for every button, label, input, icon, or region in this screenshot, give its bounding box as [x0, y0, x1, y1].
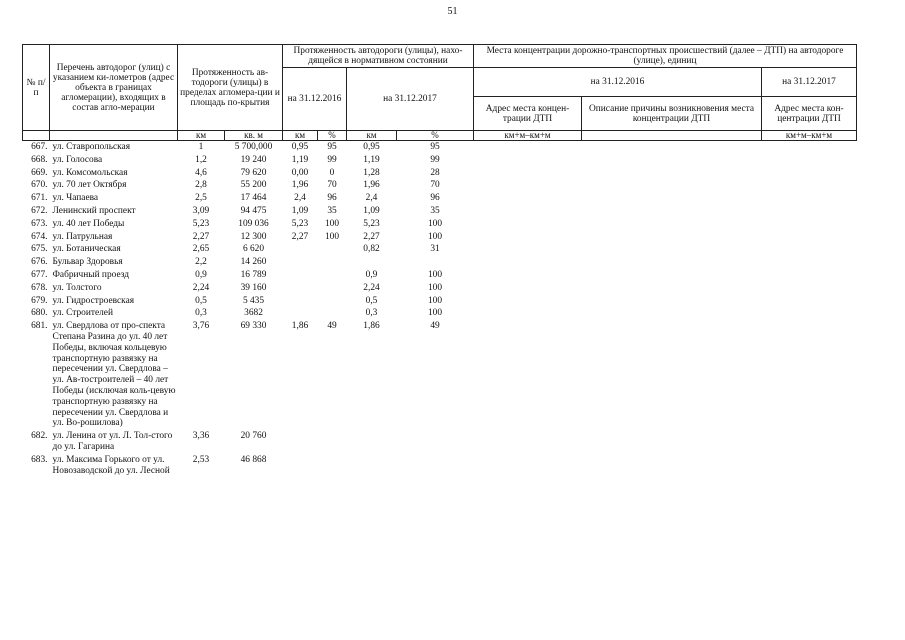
table-row — [23, 154, 857, 167]
dtp-cell — [762, 256, 857, 269]
table-header — [23, 45, 857, 141]
header-norm-2017: на 31.12.2017 — [347, 68, 474, 131]
normative-km-2016 — [283, 430, 318, 454]
road-name: ул. Голосова — [52, 154, 103, 165]
normative-percent-2016 — [318, 307, 347, 320]
header-dtp-address-2017: Адрес места кон-центрации ДТП — [762, 97, 857, 131]
row-number: 669. — [31, 167, 48, 178]
normative-km-2016: 0,00 — [291, 167, 309, 178]
dtp-cell — [582, 320, 762, 430]
normative-km-2017: 5,23 — [363, 218, 380, 229]
area-sq-m: 5 435 — [242, 295, 265, 306]
normative-km-2016: 1,19 — [291, 154, 309, 165]
normative-percent-2017: 100 — [427, 295, 443, 306]
length-km: 3,09 — [192, 205, 210, 216]
normative-percent-2017 — [397, 256, 474, 269]
row-number: 671. — [31, 193, 48, 204]
table-body — [23, 141, 857, 478]
table-row — [23, 269, 857, 282]
area-sq-m: 17 464 — [240, 193, 267, 204]
normative-percent-2016: 99 — [327, 154, 337, 165]
row-number: 674. — [31, 231, 48, 242]
length-km: 1,2 — [195, 154, 207, 165]
normative-percent-2017: 96 — [430, 193, 440, 204]
table-row — [23, 218, 857, 231]
dtp-cell — [474, 231, 582, 244]
page-number: 51 — [447, 6, 458, 17]
normative-percent-2016 — [318, 269, 347, 282]
normative-km-2017: 1,96 — [363, 180, 380, 191]
dtp-cell — [582, 154, 762, 167]
road-name: ул. Ставропольская — [52, 142, 131, 152]
unit-blank — [23, 131, 50, 141]
road-name: ул. 70 лет Октября — [52, 180, 127, 191]
dtp-cell — [762, 269, 857, 282]
table-row — [23, 256, 857, 269]
normative-percent-2016: 70 — [327, 180, 337, 191]
dtp-cell — [474, 218, 582, 231]
normative-km-2016 — [283, 243, 318, 256]
dtp-cell — [474, 205, 582, 218]
dtp-cell — [582, 430, 762, 454]
normative-km-2016 — [283, 454, 318, 478]
length-km: 0,9 — [195, 269, 207, 280]
table-row — [23, 454, 857, 478]
normative-percent-2017: 100 — [427, 308, 443, 319]
dtp-cell — [762, 282, 857, 295]
normative-percent-2016: 100 — [324, 218, 340, 229]
dtp-cell — [474, 256, 582, 269]
row-number: 668. — [31, 154, 48, 165]
area-sq-m: 12 300 — [240, 231, 267, 242]
normative-percent-2017: 100 — [427, 218, 443, 229]
road-name: ул. Патрульная — [52, 231, 113, 242]
dtp-cell — [474, 430, 582, 454]
normative-percent-2016 — [318, 295, 347, 308]
table-row — [23, 320, 857, 430]
table-row — [23, 307, 857, 320]
area-sq-m: 94 475 — [240, 205, 267, 216]
normative-km-2016: 5,23 — [291, 218, 309, 229]
table-row — [23, 282, 857, 295]
dtp-cell — [582, 141, 762, 154]
table-row — [23, 179, 857, 192]
normative-km-2017: 0,95 — [363, 142, 380, 152]
unit-percent: % — [318, 131, 347, 141]
length-km: 2,24 — [192, 282, 210, 293]
length-km: 2,5 — [195, 193, 207, 204]
unit-km-range: км+м–км+м — [762, 131, 857, 141]
header-dtp-2017: на 31.12.2017 — [762, 68, 857, 97]
normative-km-2016: 0,95 — [291, 142, 309, 152]
length-km: 0,5 — [195, 295, 207, 306]
dtp-cell — [582, 256, 762, 269]
row-number: 675. — [31, 244, 48, 255]
road-name: ул. Комсомольская — [52, 167, 128, 178]
normative-percent-2016 — [318, 256, 347, 269]
normative-percent-2016: 95 — [327, 142, 337, 152]
length-km: 3,36 — [192, 431, 210, 442]
normative-km-2017 — [347, 430, 397, 454]
header-no: № п/п — [23, 45, 50, 131]
dtp-cell — [474, 243, 582, 256]
normative-km-2017: 0,82 — [363, 244, 380, 255]
road-name: ул. Чапаева — [52, 193, 99, 204]
row-number: 679. — [31, 295, 48, 306]
header-normative: Протяженность автодороги (улицы), нахо-дящейся в нормативном состоянии — [283, 45, 474, 68]
area-sq-m: 20 760 — [240, 431, 267, 442]
dtp-cell — [762, 218, 857, 231]
area-sq-m: 14 260 — [240, 257, 267, 268]
header-length-area: Протяженность ав-тодороги (улицы) в пределах агломера-ции и площадь по-крытия — [178, 45, 283, 131]
normative-km-2017 — [347, 454, 397, 478]
road-name: Ленинский проспект — [52, 205, 136, 216]
row-number: 678. — [31, 282, 48, 293]
unit-km: км — [283, 131, 318, 141]
table-row — [23, 231, 857, 244]
road-name: ул. 40 лет Победы — [52, 218, 125, 229]
normative-km-2017: 1,86 — [363, 321, 380, 332]
area-sq-m: 5 700,000 — [234, 142, 273, 152]
dtp-cell — [582, 454, 762, 478]
normative-km-2017 — [347, 256, 397, 269]
normative-km-2016 — [283, 282, 318, 295]
normative-percent-2017: 49 — [430, 321, 440, 332]
row-number: 681. — [31, 321, 48, 332]
header-road-list: Перечень автодорог (улиц) с указанием ки-лометров (адрес объекта в границах агломерации), входящих в состав агло-мерации — [50, 45, 178, 131]
normative-km-2016: 1,86 — [291, 321, 309, 332]
length-km: 4,6 — [195, 167, 207, 178]
normative-percent-2017: 35 — [430, 205, 440, 216]
normative-km-2016: 1,09 — [291, 205, 309, 216]
normative-percent-2016 — [318, 243, 347, 256]
length-km: 3,76 — [192, 321, 210, 332]
table-row — [23, 243, 857, 256]
dtp-cell — [762, 231, 857, 244]
unit-km: км — [178, 131, 225, 141]
dtp-cell — [762, 179, 857, 192]
normative-percent-2017: 31 — [430, 244, 440, 255]
dtp-cell — [474, 179, 582, 192]
dtp-cell — [474, 192, 582, 205]
normative-percent-2017 — [397, 430, 474, 454]
normative-percent-2017: 100 — [427, 282, 443, 293]
normative-percent-2017: 100 — [427, 269, 443, 280]
normative-km-2016 — [283, 256, 318, 269]
dtp-cell — [582, 231, 762, 244]
area-sq-m: 46 868 — [240, 454, 267, 465]
area-sq-m: 55 200 — [240, 180, 267, 191]
unit-sq-m: кв. м — [225, 131, 283, 141]
header-dtp: Места концентрации дорожно-транспортных происшествий (далее – ДТП) на автодороге (улице), единиц — [474, 45, 857, 68]
road-name: Фабричный проезд — [52, 269, 130, 280]
normative-km-2017: 0,3 — [365, 308, 378, 319]
dtp-cell — [582, 243, 762, 256]
normative-percent-2016: 35 — [327, 205, 337, 216]
header-dtp-address-2016: Адрес места концен-трации ДТП — [474, 97, 582, 131]
normative-km-2017: 1,19 — [363, 154, 380, 165]
dtp-cell — [582, 307, 762, 320]
dtp-cell — [474, 320, 582, 430]
dtp-cell — [582, 167, 762, 180]
road-name: ул. Ботаническая — [52, 244, 121, 255]
dtp-cell — [762, 320, 857, 430]
normative-km-2017: 1,28 — [363, 167, 380, 178]
dtp-cell — [582, 295, 762, 308]
area-sq-m: 6 620 — [242, 244, 265, 255]
length-km: 2,8 — [195, 180, 207, 191]
normative-km-2017: 0,5 — [365, 295, 378, 306]
area-sq-m: 69 330 — [240, 321, 267, 332]
header-dtp-2016: на 31.12.2016 — [474, 68, 762, 97]
unit-percent: % — [397, 131, 474, 141]
normative-percent-2017: 28 — [430, 167, 440, 178]
normative-km-2016: 1,96 — [291, 180, 309, 191]
normative-km-2017: 1,09 — [363, 205, 380, 216]
table-row — [23, 167, 857, 180]
dtp-cell — [762, 154, 857, 167]
dtp-cell — [474, 307, 582, 320]
row-number: 667. — [31, 142, 48, 152]
normative-km-2016: 2,4 — [294, 193, 306, 204]
normative-percent-2016: 0 — [329, 167, 335, 178]
length-km: 2,53 — [192, 454, 210, 465]
normative-km-2016: 2,27 — [291, 231, 309, 242]
length-km: 1 — [198, 142, 204, 152]
length-km: 5,23 — [192, 218, 210, 229]
area-sq-m: 109 036 — [238, 218, 269, 229]
normative-percent-2016 — [318, 454, 347, 478]
road-name: ул. Гидростроевская — [52, 295, 135, 306]
road-name: ул. Ленина от ул. Л. Тол-стого до ул. Гагарина — [52, 431, 173, 452]
dtp-cell — [762, 141, 857, 154]
normative-percent-2017: 70 — [430, 180, 440, 191]
dtp-cell — [762, 192, 857, 205]
table-row — [23, 295, 857, 308]
normative-percent-2016: 100 — [324, 231, 340, 242]
road-name: ул. Строителей — [52, 308, 113, 319]
unit-blank — [50, 131, 178, 141]
normative-km-2017: 2,24 — [363, 282, 380, 293]
length-km: 2,2 — [195, 257, 207, 268]
dtp-cell — [762, 454, 857, 478]
table-row — [23, 192, 857, 205]
normative-percent-2017: 99 — [430, 154, 440, 165]
road-name: ул. Толстого — [52, 282, 102, 293]
row-number: 682. — [31, 431, 48, 442]
dtp-cell — [762, 167, 857, 180]
table-row — [23, 430, 857, 454]
length-km: 0,3 — [195, 308, 207, 319]
length-km: 2,65 — [192, 244, 210, 255]
dtp-cell — [762, 205, 857, 218]
dtp-cell — [474, 269, 582, 282]
unit-km-range: км+м–км+м — [474, 131, 582, 141]
dtp-cell — [762, 243, 857, 256]
normative-km-2017: 2,4 — [365, 193, 378, 204]
dtp-cell — [474, 282, 582, 295]
normative-percent-2016 — [318, 282, 347, 295]
normative-km-2016 — [283, 307, 318, 320]
dtp-cell — [474, 167, 582, 180]
normative-km-2017: 0,9 — [365, 269, 378, 280]
roads-table — [22, 44, 857, 477]
normative-km-2016 — [283, 295, 318, 308]
dtp-cell — [762, 307, 857, 320]
normative-percent-2016 — [318, 430, 347, 454]
normative-percent-2017: 100 — [427, 231, 443, 242]
dtp-cell — [582, 205, 762, 218]
row-number: 670. — [31, 180, 48, 191]
dtp-cell — [582, 282, 762, 295]
length-km: 2,27 — [192, 231, 210, 242]
row-number: 672. — [31, 205, 48, 216]
area-sq-m: 39 160 — [240, 282, 267, 293]
row-number: 683. — [31, 454, 48, 465]
normative-km-2016 — [283, 269, 318, 282]
dtp-cell — [474, 454, 582, 478]
unit-blank — [582, 131, 762, 141]
area-sq-m: 3682 — [244, 308, 263, 319]
header-norm-2016: на 31.12.2016 — [283, 68, 347, 131]
dtp-cell — [474, 295, 582, 308]
normative-percent-2016: 96 — [327, 193, 337, 204]
row-number: 677. — [31, 269, 48, 280]
dtp-cell — [762, 430, 857, 454]
row-number: 673. — [31, 218, 48, 229]
road-name: ул. Свердлова от про-спекта Степана Разина до ул. 40 лет Победы, включая кольцевую транспортную развязку на пересечении ул. Свердлова – ул. Ав-тостроителей – 40 лет Победы (исключая коль-цевую транспортную развязку на пересечении ул. Свердлова и ул. Во-рошилова) — [52, 321, 176, 429]
normative-km-2017: 2,27 — [363, 231, 380, 242]
row-number: 676. — [31, 257, 48, 268]
road-name: Бульвар Здоровья — [52, 257, 123, 268]
area-sq-m: 79 620 — [240, 167, 267, 178]
unit-km: км — [347, 131, 397, 141]
normative-percent-2017 — [397, 454, 474, 478]
table-row — [23, 141, 857, 154]
dtp-cell — [474, 154, 582, 167]
normative-percent-2016: 49 — [327, 321, 337, 332]
dtp-cell — [474, 141, 582, 154]
header-dtp-cause-2016: Описание причины возникновения места концентрации ДТП — [582, 97, 762, 131]
area-sq-m: 16 789 — [240, 269, 267, 280]
dtp-cell — [582, 269, 762, 282]
table-row — [23, 205, 857, 218]
road-name: ул. Максима Горького от ул. Новозаводской до ул. Лесной — [52, 454, 170, 476]
normative-percent-2017: 95 — [430, 142, 440, 152]
dtp-cell — [582, 218, 762, 231]
dtp-cell — [582, 179, 762, 192]
area-sq-m: 19 240 — [240, 154, 267, 165]
dtp-cell — [582, 192, 762, 205]
dtp-cell — [762, 295, 857, 308]
row-number: 680. — [31, 308, 48, 319]
